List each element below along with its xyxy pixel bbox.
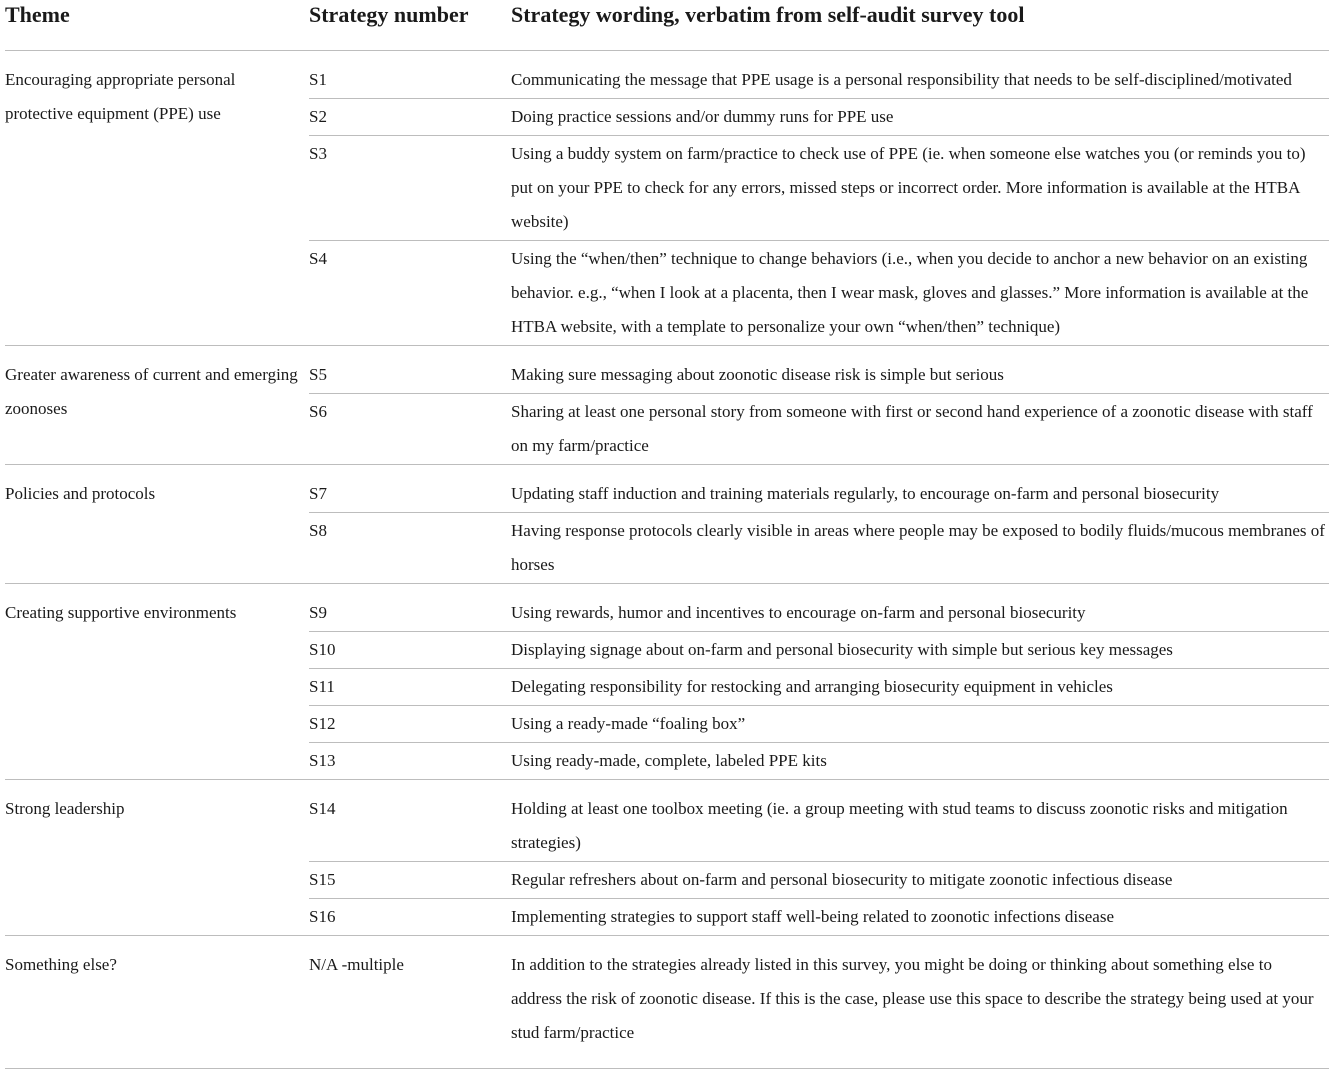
- strategy-number-cell: S6: [309, 394, 511, 465]
- strategy-wording-cell: Holding at least one toolbox meeting (ie. a group meeting with stud teams to discuss zoonotic risks and mitigation strategies): [511, 780, 1329, 862]
- strategy-wording-cell: Using ready-made, complete, labeled PPE kits: [511, 743, 1329, 780]
- strategy-wording-cell: Using a ready-made “foaling box”: [511, 706, 1329, 743]
- strategy-number-cell: S11: [309, 669, 511, 706]
- table-row: [5, 780, 1329, 862]
- strategy-number-cell: S5: [309, 346, 511, 394]
- header-strategy-wording: Strategy wording, verbatim from self-audit survey tool: [511, 0, 1329, 51]
- strategy-wording-cell: Making sure messaging about zoonotic disease risk is simple but serious: [511, 346, 1329, 394]
- strategy-number-cell: S13: [309, 743, 511, 780]
- table-header: [5, 0, 1329, 51]
- theme-cell: Policies and protocols: [5, 465, 309, 584]
- strategy-wording-cell: Using the “when/then” technique to change behaviors (i.e., when you decide to anchor a new behavior on an existing behavior. e.g., “when I look at a placenta, then I wear mask, gloves and glasses.” More information is available at the HTBA website, with a template to personalize your own “when/then” technique): [511, 241, 1329, 346]
- strategy-table: [5, 0, 1329, 1069]
- strategy-number-cell: S3: [309, 136, 511, 241]
- table-row: [5, 936, 1329, 1069]
- header-theme: Theme: [5, 0, 309, 51]
- strategy-number-cell: S14: [309, 780, 511, 862]
- strategy-wording-cell: Sharing at least one personal story from someone with first or second hand experience of a zoonotic disease with staff on my farm/practice: [511, 394, 1329, 465]
- strategy-wording-cell: Using a buddy system on farm/practice to check use of PPE (ie. when someone else watches you (or reminds you to) put on your PPE to check for any errors, missed steps or incorrect order. More information is available at the HTBA website): [511, 136, 1329, 241]
- strategy-wording-cell: Doing practice sessions and/or dummy runs for PPE use: [511, 99, 1329, 136]
- strategy-wording-cell: In addition to the strategies already listed in this survey, you might be doing or thinking about something else to address the risk of zoonotic disease. If this is the case, please use this space to describe the strategy being used at your stud farm/practice: [511, 936, 1329, 1069]
- strategy-wording-cell: Displaying signage about on-farm and personal biosecurity with simple but serious key messages: [511, 632, 1329, 669]
- strategy-number-cell: S4: [309, 241, 511, 346]
- table-row: [5, 465, 1329, 513]
- strategy-number-cell: S7: [309, 465, 511, 513]
- strategy-number-cell: S8: [309, 513, 511, 584]
- strategy-wording-cell: Delegating responsibility for restocking and arranging biosecurity equipment in vehicles: [511, 669, 1329, 706]
- strategy-number-cell: S9: [309, 584, 511, 632]
- theme-cell: Strong leadership: [5, 780, 309, 936]
- strategy-wording-cell: Using rewards, humor and incentives to encourage on-farm and personal biosecurity: [511, 584, 1329, 632]
- strategy-number-cell: S16: [309, 899, 511, 936]
- strategy-number-cell: S12: [309, 706, 511, 743]
- theme-cell: Greater awareness of current and emerging zoonoses: [5, 346, 309, 465]
- strategy-number-cell: S2: [309, 99, 511, 136]
- theme-cell: Something else?: [5, 936, 309, 1069]
- strategy-wording-cell: Regular refreshers about on-farm and personal biosecurity to mitigate zoonotic infectious disease: [511, 862, 1329, 899]
- header-row: [5, 0, 1329, 51]
- strategy-wording-cell: Communicating the message that PPE usage is a personal responsibility that needs to be self-disciplined/motivated: [511, 51, 1329, 99]
- strategy-number-cell: S10: [309, 632, 511, 669]
- strategy-number-cell: S15: [309, 862, 511, 899]
- strategy-number-cell: S1: [309, 51, 511, 99]
- table-body: [5, 51, 1329, 1069]
- strategy-number-cell: N/A -multiple: [309, 936, 511, 1069]
- strategy-wording-cell: Updating staff induction and training materials regularly, to encourage on-farm and personal biosecurity: [511, 465, 1329, 513]
- table-row: [5, 346, 1329, 394]
- theme-cell: Creating supportive environments: [5, 584, 309, 780]
- strategy-wording-cell: Having response protocols clearly visible in areas where people may be exposed to bodily fluids/mucous membranes of horses: [511, 513, 1329, 584]
- table-row: [5, 51, 1329, 99]
- theme-cell: Encouraging appropriate personal protective equipment (PPE) use: [5, 51, 309, 346]
- strategy-wording-cell: Implementing strategies to support staff well-being related to zoonotic infections disease: [511, 899, 1329, 936]
- table-row: [5, 584, 1329, 632]
- header-strategy-number: Strategy number: [309, 0, 511, 51]
